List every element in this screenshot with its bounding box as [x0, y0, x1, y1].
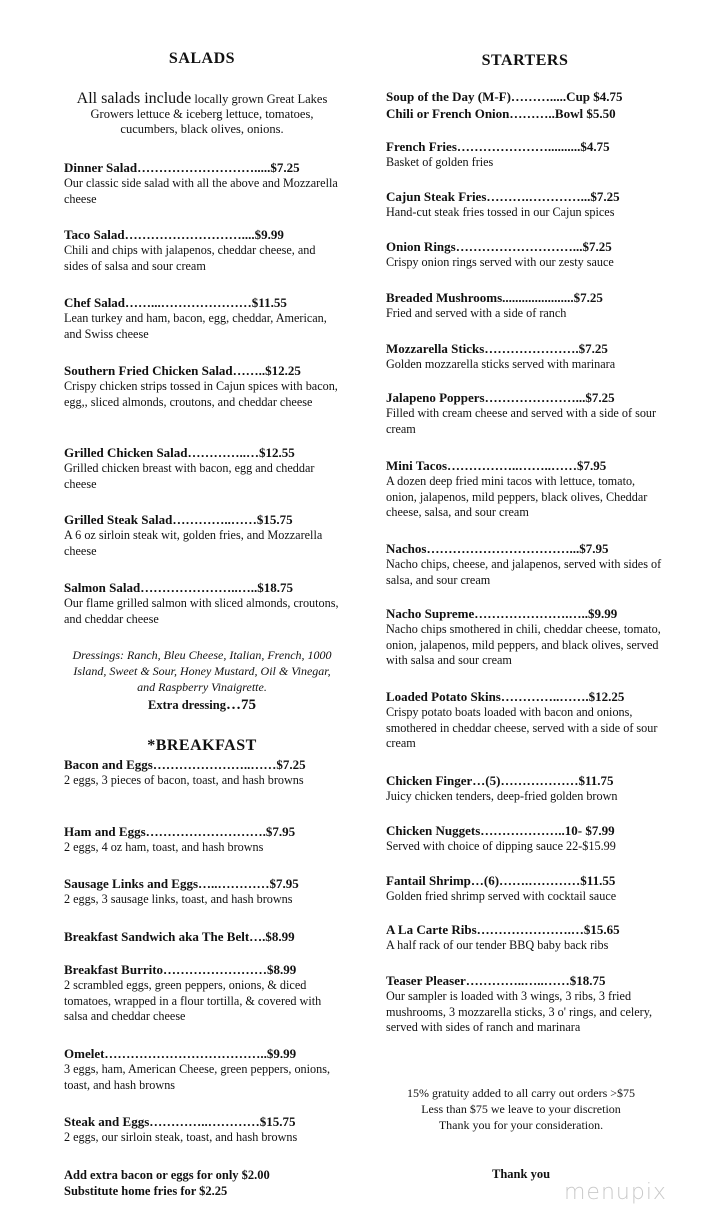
- menu-item-title: French Fries…………………..........$4.75: [386, 139, 610, 154]
- menu-item-description: Lean turkey and ham, bacon, egg, cheddar, American, and Swiss cheese: [64, 311, 327, 341]
- menu-item: [64, 1114, 340, 1146]
- menu-item-title: Sausage Links and Eggs…..…………$7.95: [64, 876, 299, 891]
- menu-item-description: Golden mozzarella sticks served with marinara: [386, 357, 616, 371]
- menu-item-title: Jalapeno Poppers…………………...$7.25: [386, 390, 615, 405]
- salads-intro: [64, 91, 340, 137]
- menu-item-description: Our flame grilled salmon with sliced almonds, croutons, and cheddar cheese: [64, 596, 339, 626]
- menu-item-description: Fried and served with a side of ranch: [386, 306, 567, 320]
- menu-item-description: 2 eggs, our sirloin steak, toast, and hash browns: [64, 1130, 298, 1144]
- menu-item-title: Cajun Steak Fries……….…………...$7.25: [386, 189, 620, 204]
- menu-item-title: Breakfast Burrito……………………$8.99: [64, 962, 297, 977]
- menu-item: [386, 390, 664, 437]
- menu-item-description: Crispy onion rings served with our zesty sauce: [386, 255, 614, 269]
- menu-item: [386, 823, 664, 855]
- menu-item: [64, 876, 340, 908]
- gratuity-note: 15% gratuity added to all carry out orders >$75: [406, 1086, 636, 1100]
- menu-item: [64, 757, 340, 789]
- menu-item-description: Juicy chicken tenders, deep-fried golden brown: [386, 789, 618, 803]
- menu-item: [386, 773, 664, 805]
- menu-item: [386, 341, 664, 373]
- menu-item-description: A 6 oz sirloin steak wit, golden fries, and Mozzarella cheese: [64, 528, 323, 558]
- menu-item: [386, 139, 664, 171]
- menu-item-description: 2 eggs, 3 pieces of bacon, toast, and hash browns: [64, 773, 304, 787]
- menu-item: [64, 824, 340, 856]
- menu-item-description: Hand-cut steak fries tossed in our Cajun spices: [386, 205, 615, 219]
- menu-item-description: 2 scrambled eggs, green peppers, onions, & diced tomatoes, wrapped in a flour tortilla, & covered with salsa and cheddar cheese: [64, 978, 322, 1023]
- menu-item-description: A dozen deep fried mini tacos with lettuce, tomato, onion, jalapenos, mild peppers, black olives, Cheddar cheese, salsa, and sour cream: [386, 474, 648, 519]
- menu-item-title: Breaded Mushrooms......................$7.25: [386, 290, 603, 305]
- menu-item: [386, 873, 664, 905]
- breakfast-footer-1: Add extra bacon or eggs for only $2.00: [64, 1168, 270, 1182]
- menu-item-title: Nacho Supreme………………….…..$9.99: [386, 606, 618, 621]
- menu-item-description: Chili and chips with jalapenos, cheddar cheese, and sides of salsa and sour cream: [64, 243, 316, 273]
- menu-item-title: Steak and Eggs…………..…………$15.75: [64, 1114, 296, 1129]
- menu-item: [64, 445, 340, 492]
- menu-item: [64, 580, 340, 627]
- menu-item: [64, 227, 340, 274]
- salads-intro-lead: All salads include: [76, 90, 192, 107]
- consideration-note: Thank you for your consideration.: [438, 1118, 604, 1132]
- menu-item-title: Nachos……………………………...$7.95: [386, 541, 609, 556]
- menu-item: [386, 541, 664, 588]
- breakfast-footer-2: Substitute home fries for $2.25: [64, 1184, 228, 1198]
- menu-item-title: Loaded Potato Skins…………..…….$12.25: [386, 689, 625, 704]
- menu-item: [386, 239, 664, 271]
- menu-item-description: Served with choice of dipping sauce 22-$15.99: [386, 839, 616, 853]
- menu-item-description: Grilled chicken breast with bacon, egg and cheddar cheese: [64, 461, 315, 491]
- menu-item: [64, 962, 340, 1025]
- menu-item-title: Chicken Finger…(5)………………$11.75: [386, 773, 614, 788]
- discretion-note: Less than $75 we leave to your discretion: [421, 1102, 621, 1116]
- menu-item-title: Grilled Chicken Salad…………..…$12.55: [64, 445, 295, 460]
- menu-item-description: 2 eggs, 4 oz ham, toast, and hash browns: [64, 840, 264, 854]
- extra-dressing-price: …75: [225, 697, 256, 713]
- menu-item-title: Grilled Steak Salad…………..……$15.75: [64, 512, 293, 527]
- menu-item: [386, 922, 664, 954]
- menu-item-description: 3 eggs, ham, American Cheese, green peppers, onions, toast, and hash browns: [64, 1062, 331, 1092]
- menu-item-title: Southern Fried Chicken Salad……..$12.25: [64, 363, 301, 378]
- menu-item: [64, 512, 340, 559]
- menu-item-title: Onion Rings………………………...$7.25: [386, 239, 612, 254]
- menu-item-title: Teaser Pleaser…………..…..……$18.75: [386, 973, 606, 988]
- menu-item: [386, 606, 664, 669]
- menu-item: [64, 363, 340, 410]
- menu-item-title: Chef Salad……...…………………$11.55: [64, 295, 287, 310]
- extra-dressing: [64, 697, 340, 714]
- menu-item-title: Salmon Salad…………………..…..$18.75: [64, 580, 293, 595]
- menu-item: [386, 189, 664, 221]
- menu-item-description: Filled with cream cheese and served with a side of sour cream: [386, 406, 657, 436]
- menu-item-description: Basket of golden fries: [386, 155, 494, 169]
- menu-item: [386, 290, 664, 322]
- breakfast-heading: *BREAKFAST: [147, 737, 257, 754]
- starters-heading: STARTERS: [481, 52, 569, 69]
- extra-dressing-label: Extra dressing: [148, 698, 226, 712]
- menu-item-title: Breakfast Sandwich aka The Belt….$8.99: [64, 929, 295, 944]
- menu-item: [386, 689, 664, 752]
- menu-item-description: Nacho chips, cheese, and jalapenos, served with sides of salsa, and sour cream: [386, 557, 662, 587]
- salads-intro-text: locally grown Great Lakes Growers lettuce & iceberg lettuce, tomatoes, cucumbers, black olives, onions.: [90, 92, 328, 136]
- menu-item-description: Golden fried shrimp served with cocktail sauce: [386, 889, 617, 903]
- menu-item: [64, 295, 340, 342]
- menu-item: [386, 458, 664, 521]
- soup-of-the-day: Soup of the Day (M-F)……….....Cup $4.75: [386, 89, 623, 104]
- menu-item-description: Our classic side salad with all the above and Mozzarella cheese: [64, 176, 338, 206]
- menupix-watermark: menupix: [564, 1180, 667, 1205]
- menu-item-title: A La Carte Ribs………………….…$15.65: [386, 922, 620, 937]
- menu-item: [64, 160, 340, 207]
- menu-item: [64, 1046, 340, 1093]
- menu-item-title: Taco Salad………………………....$9.99: [64, 227, 284, 242]
- menu-item-description: Crispy chicken strips tossed in Cajun spices with bacon, egg,, sliced almonds, croutons, and cheddar cheese: [64, 379, 338, 409]
- menu-item-title: Mozzarella Sticks………………….$7.25: [386, 341, 608, 356]
- menu-item-title: Chicken Nuggets………………..10- $7.99: [386, 823, 615, 838]
- menu-item-title: Omelet………………………………..$9.99: [64, 1046, 297, 1061]
- menu-item-title: Ham and Eggs……………………….$7.95: [64, 824, 296, 839]
- menu-item-description: Nacho chips smothered in chili, cheddar cheese, tomato, onion, jalapenos, mild peppers, and black olives, served with salsa and sour cream: [386, 622, 661, 667]
- menu-item: [386, 973, 664, 1036]
- thank-you-text: Thank you: [492, 1167, 551, 1181]
- menu-item-description: A half rack of our tender BBQ baby back ribs: [386, 938, 609, 952]
- chili-or-french-onion: Chili or French Onion………..Bowl $5.50: [386, 106, 616, 121]
- menu-item-title: Dinner Salad……………………….....$7.25: [64, 160, 300, 175]
- menu-item-title: Mini Tacos……………..……..……$7.95: [386, 458, 607, 473]
- menu-item-description: Crispy potato boats loaded with bacon and onions, smothered in cheddar cheese, served with a side of sour cream: [386, 705, 658, 750]
- menu-item-description: Our sampler is loaded with 3 wings, 3 ribs, 3 fried mushrooms, 3 mozzarella sticks, 3 o' rings, and celery, served with sides of ranch and marinara: [386, 989, 653, 1034]
- menu-item-description: 2 eggs, 3 sausage links, toast, and hash browns: [64, 892, 293, 906]
- dressings-note: Dressings: Ranch, Bleu Cheese, Italian, French, 1000 Island, Sweet & Sour, Honey Mustard, Oil & Vinegar, and Raspberry Vinaigrette.: [72, 648, 332, 694]
- salads-heading: SALADS: [168, 50, 236, 67]
- menu-item-title: Fantail Shrimp…(6)…….…………$11.55: [386, 873, 616, 888]
- menu-item: [64, 929, 340, 945]
- menu-item-title: Bacon and Eggs…………………..……$7.25: [64, 757, 306, 772]
